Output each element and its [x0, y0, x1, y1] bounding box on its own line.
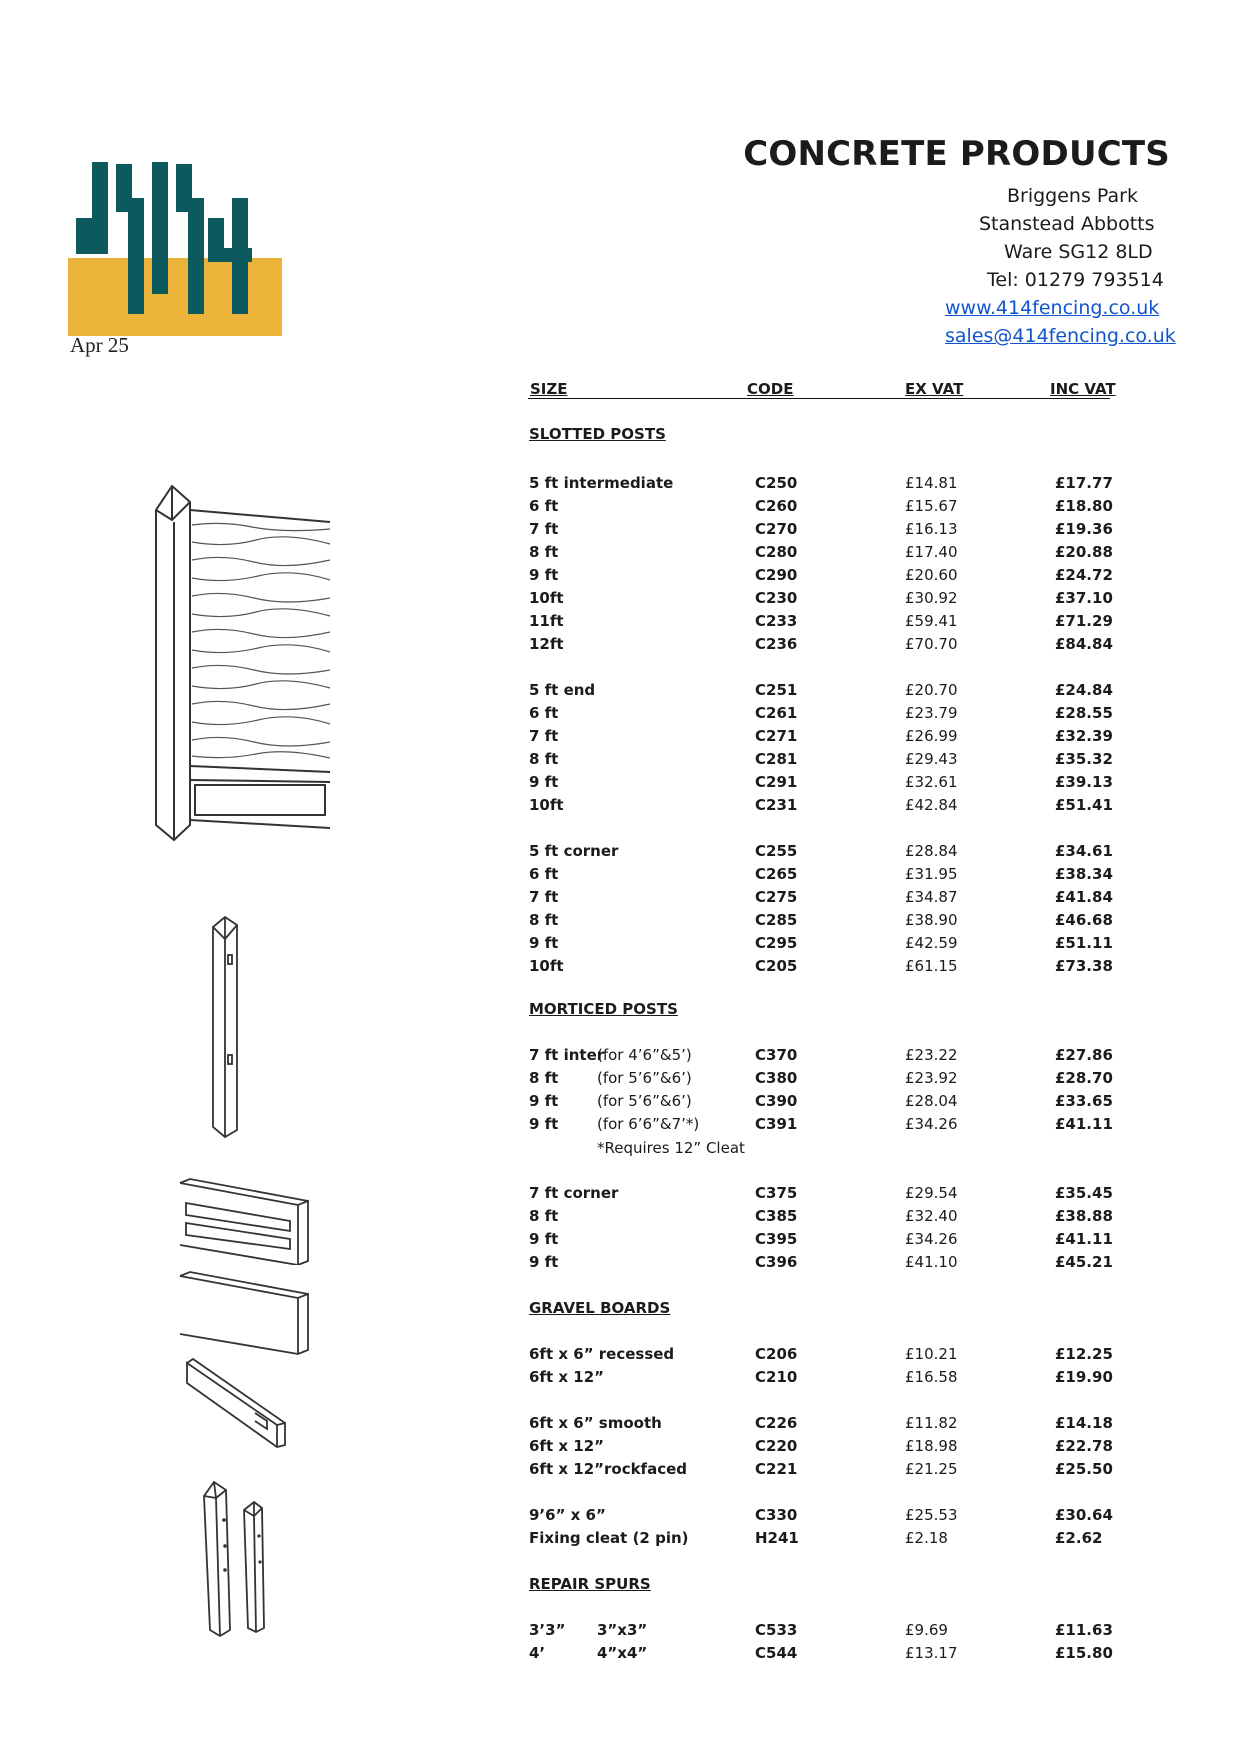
inc-vat-cell: £15.80	[1055, 1644, 1113, 1662]
code-cell: C230	[755, 589, 798, 607]
inc-vat-cell: £27.86	[1055, 1046, 1113, 1064]
code-cell: C231	[755, 796, 798, 814]
size-cell: 5 ft end	[529, 681, 596, 699]
inc-vat-cell: £41.11	[1055, 1230, 1113, 1248]
note-cell: (for 4’6”&5’)	[597, 1046, 692, 1064]
code-cell: C265	[755, 865, 798, 883]
size-cell: 9 ft	[529, 566, 559, 584]
ex-vat-cell: £11.82	[905, 1414, 958, 1432]
size-cell: 8 ft	[529, 543, 559, 561]
inc-vat-cell: £51.11	[1055, 934, 1113, 952]
code-cell: C233	[755, 612, 798, 630]
size-cell: 4’	[529, 1644, 546, 1662]
section-morticed-posts: MORTICED POSTS	[529, 1000, 678, 1018]
size-cell: 7 ft	[529, 888, 559, 906]
code-cell: C275	[755, 888, 798, 906]
company-logo	[68, 158, 282, 336]
size-cell: 6ft x 6” smooth	[529, 1414, 662, 1432]
code-cell: C280	[755, 543, 798, 561]
size-cell: 9 ft	[529, 1230, 559, 1248]
code-cell: C271	[755, 727, 798, 745]
ex-vat-cell: £32.40	[905, 1207, 958, 1225]
size-cell: 8 ft	[529, 1207, 559, 1225]
inc-vat-cell: £35.45	[1055, 1184, 1113, 1202]
code-cell: C533	[755, 1621, 798, 1639]
size-cell: 7 ft	[529, 727, 559, 745]
code-cell: C206	[755, 1345, 798, 1363]
size-cell: 6ft x 12”rockfaced	[529, 1460, 688, 1478]
table-row	[0, 1092, 1241, 1114]
email-link[interactable]: sales@414fencing.co.uk	[945, 325, 1176, 347]
size-cell: Fixing cleat (2 pin)	[529, 1529, 689, 1547]
inc-vat-cell: £51.41	[1055, 796, 1113, 814]
inc-vat-cell: £2.62	[1055, 1529, 1103, 1547]
ex-vat-cell: £38.90	[905, 911, 958, 929]
sub-size-cell: 4”x4”	[597, 1644, 648, 1662]
code-cell: C255	[755, 842, 798, 860]
code-cell: H241	[755, 1529, 799, 1547]
size-cell: 9 ft	[529, 773, 559, 791]
code-cell: C390	[755, 1092, 798, 1110]
repair-spurs-illustration	[200, 1480, 275, 1640]
inc-vat-cell: £38.88	[1055, 1207, 1113, 1225]
column-inc-vat-header: INC VAT	[1050, 380, 1116, 398]
size-cell: 6 ft	[529, 865, 559, 883]
inc-vat-cell: £38.34	[1055, 865, 1113, 883]
size-cell: 3’3”	[529, 1621, 566, 1639]
table-row	[0, 1621, 1241, 1643]
sub-size-cell: 3”x3”	[597, 1621, 648, 1639]
inc-vat-cell: £17.77	[1055, 474, 1113, 492]
inc-vat-cell: £35.32	[1055, 750, 1113, 768]
inc-vat-cell: £19.36	[1055, 520, 1113, 538]
fixing-cleat-illustration	[185, 1355, 290, 1450]
code-cell: C380	[755, 1069, 798, 1087]
footnote: *Requires 12” Cleat	[597, 1139, 745, 1157]
column-ex-vat-header: EX VAT	[905, 380, 964, 398]
recessed-gravel-board-illustration	[178, 1175, 313, 1265]
ex-vat-cell: £29.43	[905, 750, 958, 768]
inc-vat-cell: £41.11	[1055, 1115, 1113, 1133]
ex-vat-cell: £28.84	[905, 842, 958, 860]
size-cell: 6 ft	[529, 497, 559, 515]
ex-vat-cell: £70.70	[905, 635, 958, 653]
size-cell: 6ft x 12”	[529, 1368, 604, 1386]
code-cell: C250	[755, 474, 798, 492]
inc-vat-cell: £37.10	[1055, 589, 1113, 607]
address-line-2: Stanstead Abbotts	[979, 213, 1155, 235]
column-code-header: CODE	[747, 380, 794, 398]
ex-vat-cell: £28.04	[905, 1092, 958, 1110]
note-cell: (for 5’6”&6’)	[597, 1069, 692, 1087]
ex-vat-cell: £31.95	[905, 865, 958, 883]
ex-vat-cell: £23.79	[905, 704, 958, 722]
inc-vat-cell: £24.84	[1055, 681, 1113, 699]
table-row	[0, 1069, 1241, 1091]
size-cell: 9 ft	[529, 934, 559, 952]
table-row	[0, 1529, 1241, 1551]
ex-vat-cell: £14.81	[905, 474, 958, 492]
code-cell: C220	[755, 1437, 798, 1455]
ex-vat-cell: £59.41	[905, 612, 958, 630]
ex-vat-cell: £10.21	[905, 1345, 958, 1363]
date-label: Apr 25	[70, 333, 129, 357]
size-cell: 12ft	[529, 635, 564, 653]
inc-vat-cell: £11.63	[1055, 1621, 1113, 1639]
ex-vat-cell: £30.92	[905, 589, 958, 607]
inc-vat-cell: £24.72	[1055, 566, 1113, 584]
inc-vat-cell: £46.68	[1055, 911, 1113, 929]
column-size-header: SIZE	[530, 380, 568, 398]
section-gravel-boards: GRAVEL BOARDS	[529, 1299, 671, 1317]
inc-vat-cell: £39.13	[1055, 773, 1113, 791]
ex-vat-cell: £16.58	[905, 1368, 958, 1386]
ex-vat-cell: £16.13	[905, 520, 958, 538]
code-cell: C385	[755, 1207, 798, 1225]
size-cell: 7 ft inter	[529, 1046, 605, 1064]
ex-vat-cell: £34.26	[905, 1230, 958, 1248]
inc-vat-cell: £41.84	[1055, 888, 1113, 906]
inc-vat-cell: £84.84	[1055, 635, 1113, 653]
inc-vat-cell: £45.21	[1055, 1253, 1113, 1271]
table-row	[0, 911, 1241, 933]
ex-vat-cell: £9.69	[905, 1621, 948, 1639]
ex-vat-cell: £23.22	[905, 1046, 958, 1064]
inc-vat-cell: £30.64	[1055, 1506, 1113, 1524]
code-cell: C221	[755, 1460, 798, 1478]
size-cell: 6 ft	[529, 704, 559, 722]
size-cell: 9 ft	[529, 1092, 559, 1110]
inc-vat-cell: £34.61	[1055, 842, 1113, 860]
size-cell: 5 ft intermediate	[529, 474, 674, 492]
ex-vat-cell: £20.70	[905, 681, 958, 699]
section-slotted-posts: SLOTTED POSTS	[529, 425, 666, 443]
size-cell: 9 ft	[529, 1115, 559, 1133]
code-cell: C290	[755, 566, 798, 584]
ex-vat-cell: £42.59	[905, 934, 958, 952]
inc-vat-cell: £14.18	[1055, 1414, 1113, 1432]
slotted-post-panel-illustration	[150, 480, 335, 865]
code-cell: C391	[755, 1115, 798, 1133]
ex-vat-cell: £34.87	[905, 888, 958, 906]
code-cell: C261	[755, 704, 798, 722]
size-cell: 5 ft corner	[529, 842, 619, 860]
ex-vat-cell: £41.10	[905, 1253, 958, 1271]
size-cell: 7 ft	[529, 520, 559, 538]
code-cell: C370	[755, 1046, 798, 1064]
table-row	[0, 957, 1241, 979]
ex-vat-cell: £15.67	[905, 497, 958, 515]
note-cell: (for 6’6”&7’*)	[597, 1115, 700, 1133]
ex-vat-cell: £20.60	[905, 566, 958, 584]
inc-vat-cell: £19.90	[1055, 1368, 1113, 1386]
ex-vat-cell: £17.40	[905, 543, 958, 561]
size-cell: 8 ft	[529, 750, 559, 768]
table-row	[0, 865, 1241, 887]
table-row	[0, 1644, 1241, 1666]
telephone: Tel: 01279 793514	[987, 269, 1164, 291]
table-row	[0, 934, 1241, 956]
code-cell: C330	[755, 1506, 798, 1524]
note-cell: (for 5’6”&6’)	[597, 1092, 692, 1110]
morticed-post-illustration	[205, 915, 255, 1140]
table-row	[0, 1046, 1241, 1068]
size-cell: 8 ft	[529, 1069, 559, 1087]
smooth-gravel-board-illustration	[178, 1270, 313, 1355]
code-cell: C295	[755, 934, 798, 952]
ex-vat-cell: £42.84	[905, 796, 958, 814]
size-cell: 10ft	[529, 589, 564, 607]
size-cell: 9 ft	[529, 1253, 559, 1271]
size-cell: 11ft	[529, 612, 564, 630]
ex-vat-cell: £13.17	[905, 1644, 958, 1662]
inc-vat-cell: £32.39	[1055, 727, 1113, 745]
inc-vat-cell: £18.80	[1055, 497, 1113, 515]
code-cell: C544	[755, 1644, 798, 1662]
code-cell: C285	[755, 911, 798, 929]
ex-vat-cell: £18.98	[905, 1437, 958, 1455]
code-cell: C226	[755, 1414, 798, 1432]
ex-vat-cell: £23.92	[905, 1069, 958, 1087]
code-cell: C281	[755, 750, 798, 768]
website-link[interactable]: www.414fencing.co.uk	[945, 297, 1160, 319]
ex-vat-cell: £34.26	[905, 1115, 958, 1133]
inc-vat-cell: £28.55	[1055, 704, 1113, 722]
code-cell: C260	[755, 497, 798, 515]
ex-vat-cell: £61.15	[905, 957, 958, 975]
ex-vat-cell: £32.61	[905, 773, 958, 791]
code-cell: C270	[755, 520, 798, 538]
inc-vat-cell: £25.50	[1055, 1460, 1113, 1478]
ex-vat-cell: £21.25	[905, 1460, 958, 1478]
code-cell: C251	[755, 681, 798, 699]
section-repair-spurs: REPAIR SPURS	[529, 1575, 651, 1593]
size-cell: 10ft	[529, 957, 564, 975]
address-line-1: Briggens Park	[1007, 185, 1138, 207]
size-cell: 8 ft	[529, 911, 559, 929]
inc-vat-cell: £71.29	[1055, 612, 1113, 630]
code-cell: C291	[755, 773, 798, 791]
ex-vat-cell: £26.99	[905, 727, 958, 745]
inc-vat-cell: £20.88	[1055, 543, 1113, 561]
inc-vat-cell: £33.65	[1055, 1092, 1113, 1110]
inc-vat-cell: £22.78	[1055, 1437, 1113, 1455]
code-cell: C396	[755, 1253, 798, 1271]
size-cell: 6ft x 6” recessed	[529, 1345, 675, 1363]
table-row	[0, 1460, 1241, 1482]
table-row	[0, 1506, 1241, 1528]
code-cell: C375	[755, 1184, 798, 1202]
ex-vat-cell: £2.18	[905, 1529, 948, 1547]
code-cell: C210	[755, 1368, 798, 1386]
ex-vat-cell: £25.53	[905, 1506, 958, 1524]
size-cell: 6ft x 12”	[529, 1437, 604, 1455]
inc-vat-cell: £73.38	[1055, 957, 1113, 975]
size-cell: 7 ft corner	[529, 1184, 619, 1202]
code-cell: C236	[755, 635, 798, 653]
inc-vat-cell: £28.70	[1055, 1069, 1113, 1087]
page-title: CONCRETE PRODUCTS	[743, 134, 1170, 174]
table-row	[0, 888, 1241, 910]
ex-vat-cell: £29.54	[905, 1184, 958, 1202]
header-rule	[528, 398, 1110, 399]
size-cell: 10ft	[529, 796, 564, 814]
address-line-3: Ware SG12 8LD	[1004, 241, 1153, 263]
code-cell: C395	[755, 1230, 798, 1248]
code-cell: C205	[755, 957, 798, 975]
table-row	[0, 1115, 1241, 1137]
inc-vat-cell: £12.25	[1055, 1345, 1113, 1363]
size-cell: 9’6” x 6”	[529, 1506, 606, 1524]
